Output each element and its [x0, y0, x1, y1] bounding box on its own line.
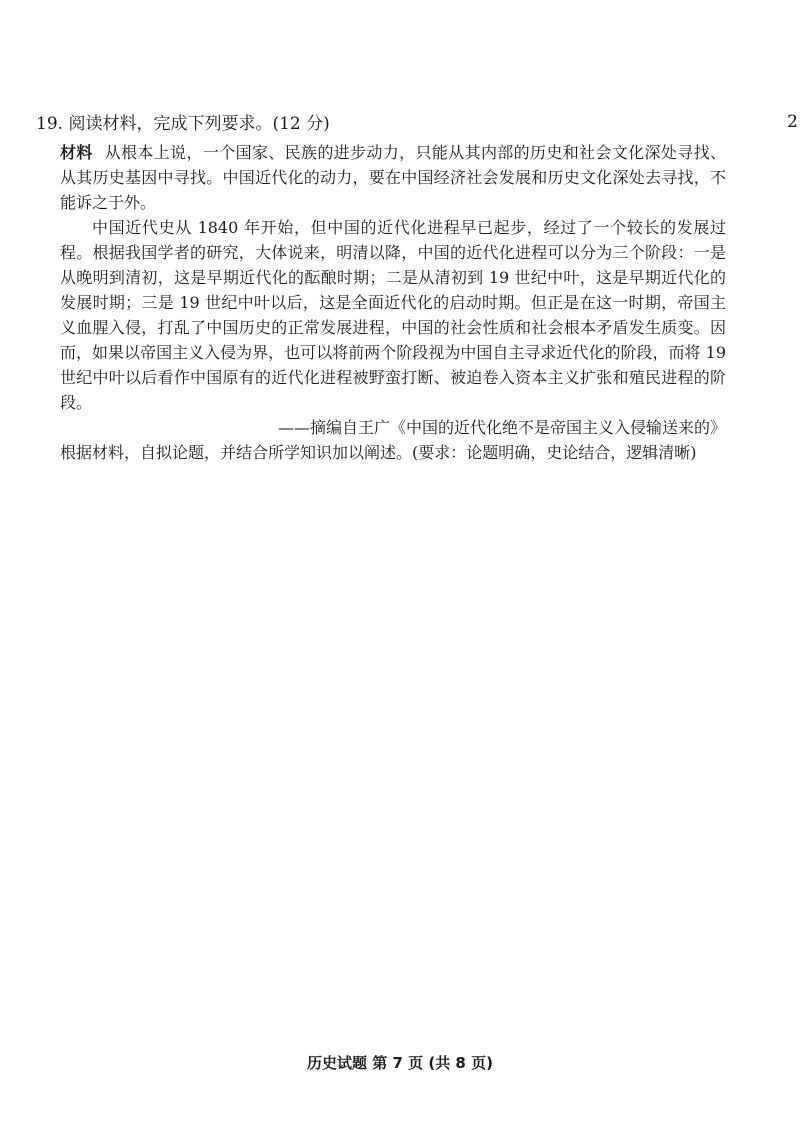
- material-label: 材料: [60, 143, 93, 162]
- margin-mark: 2: [787, 112, 798, 132]
- question-19: [36, 112, 726, 465]
- material-paragraph-2: 中国近代史从 1840 年开始，但中国的近代化进程早已起步，经过了一个较长的发展过程。根据我国学者的研究，大体说来，明清以降，中国的近代化进程可以分为三个阶段：一是从晚明到清初，这是早期近代化的酝酿时期；二是从清初到 19 世纪中叶，这是早期近代化的发展时期；三是 19 世纪中叶以后，这是全面近代化的启动时期。但正是在这一时期，帝国主义血腥入侵，打乱了中国历史的正常发展进程，中国的社会性质和社会根本矛盾发生质变。因而，如果以帝国主义入侵为界，也可以将前两个阶段视为中国自主寻求近代化的阶段，而将 19 世纪中叶以后看作中国原有的近代化进程被野蛮打断、被迫卷入资本主义扩张和殖民进程的阶段。: [60, 218, 726, 412]
- material-block: [60, 140, 726, 440]
- page-footer: 历史试题 第 7 页 (共 8 页): [307, 1054, 493, 1072]
- question-task: 根据材料，自拟论题，并结合所学知识加以阐述。(要求：论题明确，史论结合，逻辑清晰): [60, 443, 697, 462]
- material-paragraph-1-text: 从根本上说，一个国家、民族的进步动力，只能从其内部的历史和社会文化深处寻找、从其历史基因中寻找。中国近代化的动力，要在中国经济社会发展和历史文化深处去寻找，不能诉之于外。: [60, 143, 726, 212]
- material-source: ——摘编自王广《中国的近代化绝不是帝国主义入侵输送来的》: [277, 418, 726, 437]
- material-paragraph-1: [60, 140, 726, 215]
- question-title: 19. 阅读材料，完成下列要求。(12 分): [36, 114, 330, 134]
